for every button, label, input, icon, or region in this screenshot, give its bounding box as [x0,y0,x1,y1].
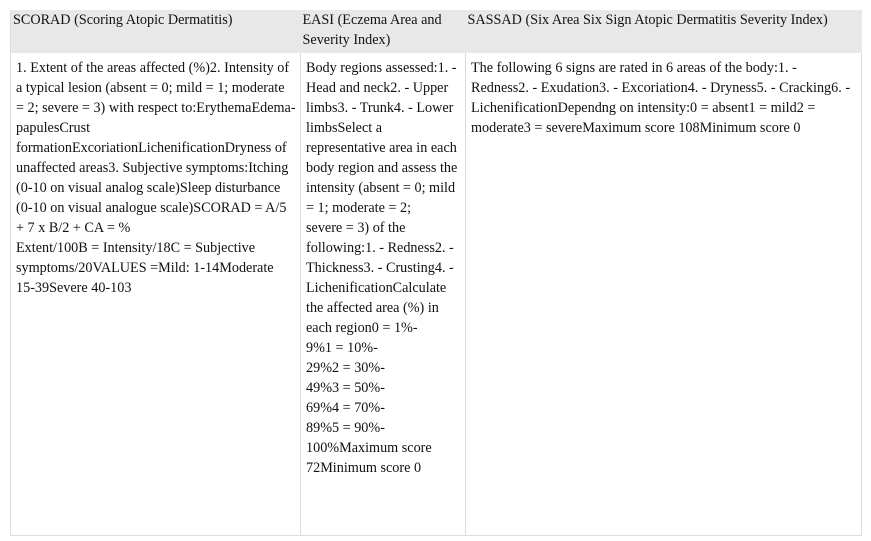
header-sassad: SASSAD (Six Area Six Sign Atopic Dermatitis Severity Index) [466,10,862,53]
easi-description: Body regions assessed:1. - Head and neck2. - Upper limbs3. - Trunk4. - Lower limbsSelect a representative area in each body region and assess the intensity (absent = 0; mild = 1; moderate = 2; severe = 3) of the following:1. - Redness2. - Thickness3. - Crusting4. - LichenificationCalculate the affected area (%) in each region0 = 1%- 9%1 = 10%- 29%2 = 30%- 49%3 = 50%- 69%4 = 70%- 89%5 = 90%- 100%Maximum score 72Minimum score 0 [306,60,458,476]
header-easi: EASI (Eczema Area and Severity Index) [301,10,466,53]
comparison-table [10,10,862,536]
cell-scorad [11,53,301,535]
table-row [11,53,862,535]
header-row [11,10,862,53]
sassad-description: The following 6 signs are rated in 6 areas of the body:1. - Redness2. - Exudation3. - Excoriation4. - Dryness5. - Cracking6. - LichenificationDependng on intensity:0 = absent1 = mild2 = moderate3 = severeMaximum score 108Minimum score 0 [471,60,851,136]
header-scorad: SCORAD (Scoring Atopic Dermatitis) [11,10,301,53]
cell-easi [301,53,466,535]
cell-sassad [466,53,862,535]
scorad-description: 1. Extent of the areas affected (%)2. Intensity of a typical lesion (absent = 0; mild = 1; moderate = 2; severe = 3) with respect to:ErythemaEdema-papulesCrust formationExcoriationLichenificationDryness of unaffected areas3. Subjective symptoms:Itching (0-10 on visual analog scale)Sleep disturbance (0-10 on visual analogue scale)SCORAD = A/5 + 7 x B/2 + CA = % Extent/100B = Intensity/18C = Subjective symptoms/20VALUES =Mild: 1-14Moderate 15-39Severe 40-103 [16,60,296,296]
